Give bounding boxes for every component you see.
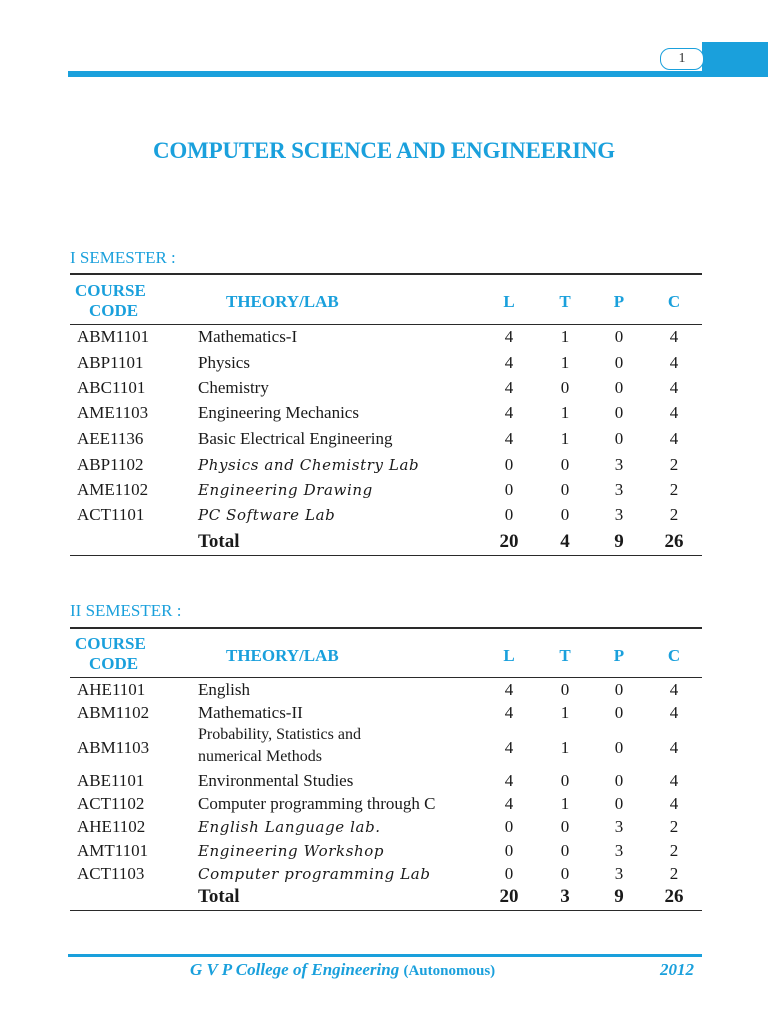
- course-l-value: 0: [504, 817, 514, 836]
- course-c-value: 2: [669, 480, 679, 499]
- course-name: Engineering Drawing: [198, 481, 373, 499]
- course-p-value: 3: [614, 480, 624, 499]
- course-code: AME1103: [77, 403, 149, 422]
- course-c-value: 2: [669, 817, 679, 836]
- course-t-value: 0: [560, 378, 570, 397]
- course-l-value: 4: [504, 680, 514, 699]
- semester-2-heading: II SEMESTER :: [70, 601, 182, 620]
- footer-year: 2012: [660, 960, 694, 979]
- course-p-value: 0: [614, 327, 624, 346]
- course-name: English: [198, 680, 250, 699]
- course-name: Engineering Mechanics: [198, 403, 359, 422]
- course-name: Basic Electrical Engineering: [198, 429, 393, 448]
- course-name: English Language lab.: [198, 818, 381, 836]
- course-name: Mathematics-II: [198, 703, 303, 722]
- total-c-value: 26: [664, 531, 684, 552]
- course-code: AMT1101: [77, 841, 149, 860]
- course-t-value: 1: [560, 429, 570, 448]
- course-p-value: 3: [614, 841, 624, 860]
- semester-2-header-rule: [70, 677, 702, 678]
- course-p-value: 0: [614, 738, 624, 757]
- course-c-value: 4: [669, 378, 679, 397]
- total-t-value: 4: [560, 531, 570, 552]
- col-c: C: [667, 292, 681, 311]
- course-c-value: 4: [669, 703, 679, 722]
- col-t: T: [559, 292, 571, 311]
- course-l-value: 4: [504, 327, 514, 346]
- course-c-value: 2: [669, 841, 679, 860]
- course-code: AME1102: [77, 480, 149, 499]
- course-code: AHE1102: [77, 817, 146, 836]
- course-c-value: 2: [669, 864, 679, 883]
- header-rule: [68, 71, 702, 77]
- course-p-value: 3: [614, 505, 624, 524]
- course-p-value: 3: [614, 864, 624, 883]
- footer-rule: [68, 954, 702, 957]
- course-c-value: 4: [669, 403, 679, 422]
- col-theory-lab: THEORY/LAB: [226, 292, 339, 311]
- course-l-value: 4: [504, 794, 514, 813]
- course-t-value: 1: [560, 353, 570, 372]
- course-p-value: 0: [614, 794, 624, 813]
- course-l-value: 0: [504, 505, 514, 524]
- footer-college: [190, 960, 495, 980]
- course-p-value: 0: [614, 680, 624, 699]
- course-t-value: 1: [560, 703, 570, 722]
- col-course-code-line2: CODE: [89, 654, 139, 673]
- total-l-value: 20: [499, 531, 519, 552]
- course-code: ABE1101: [77, 771, 145, 790]
- course-p-value: 0: [614, 429, 624, 448]
- col-course-code-line1: COURSE: [75, 281, 146, 300]
- course-name: Environmental Studies: [198, 771, 354, 790]
- course-t-value: 0: [560, 841, 570, 860]
- course-c-value: 2: [669, 505, 679, 524]
- course-code: ACT1103: [77, 864, 145, 883]
- course-t-value: 0: [560, 505, 570, 524]
- course-l-value: 4: [504, 429, 514, 448]
- course-t-value: 0: [560, 680, 570, 699]
- course-p-value: 3: [614, 455, 624, 474]
- course-t-value: 0: [560, 864, 570, 883]
- course-t-value: 0: [560, 771, 570, 790]
- semester-1-heading: I SEMESTER :: [70, 248, 176, 267]
- course-l-value: 0: [504, 480, 514, 499]
- course-p-value: 0: [614, 353, 624, 372]
- course-name: Chemistry: [198, 378, 269, 397]
- course-code: ABM1102: [77, 703, 150, 722]
- course-code: ACT1102: [77, 794, 145, 813]
- semester-1-top-rule: [70, 273, 702, 275]
- semester-2-bottom-rule: [70, 910, 702, 911]
- col-c: C: [667, 646, 681, 665]
- course-l-value: 4: [504, 353, 514, 372]
- course-c-value: 4: [669, 794, 679, 813]
- footer-autonomous: (Autonomous): [403, 963, 496, 979]
- course-t-value: 1: [560, 403, 570, 422]
- course-l-value: 4: [504, 703, 514, 722]
- col-course-code-line2: CODE: [89, 301, 139, 320]
- course-t-value: 1: [560, 327, 570, 346]
- course-l-value: 4: [504, 378, 514, 397]
- course-c-value: 2: [669, 455, 679, 474]
- course-p-value: 0: [614, 771, 624, 790]
- semester-2-top-rule: [70, 627, 702, 629]
- page-title: COMPUTER SCIENCE AND ENGINEERING: [153, 138, 615, 163]
- page-number-tab: [702, 42, 768, 77]
- course-code: ABM1103: [77, 738, 150, 757]
- course-l-value: 4: [504, 771, 514, 790]
- col-l: L: [503, 292, 515, 311]
- course-code: ABM1101: [77, 327, 150, 346]
- course-name-line2: numerical Methods: [198, 748, 322, 765]
- course-l-value: 4: [504, 403, 514, 422]
- course-t-value: 0: [560, 817, 570, 836]
- course-c-value: 4: [669, 429, 679, 448]
- course-c-value: 4: [669, 327, 679, 346]
- course-l-value: 0: [504, 841, 514, 860]
- course-name: Mathematics-I: [198, 327, 298, 346]
- course-p-value: 0: [614, 403, 624, 422]
- col-p: P: [613, 646, 625, 665]
- course-name: Probability, Statistics and: [198, 726, 361, 743]
- semester-1-bottom-rule: [70, 555, 702, 556]
- footer-college-name: G V P College of Engineering: [190, 960, 400, 979]
- total-l-value: 20: [499, 886, 519, 907]
- total-p-value: 9: [614, 886, 624, 907]
- course-name: Physics: [198, 353, 250, 372]
- course-l-value: 0: [504, 864, 514, 883]
- col-course-code-line1: COURSE: [75, 634, 146, 653]
- semester-1-header-rule: [70, 324, 702, 325]
- course-p-value: 0: [614, 703, 624, 722]
- col-p: P: [613, 292, 625, 311]
- course-code: ABP1101: [77, 353, 144, 372]
- total-label: Total: [198, 886, 240, 907]
- course-code: AEE1136: [77, 429, 144, 448]
- course-name: PC Software Lab: [198, 506, 336, 524]
- col-t: T: [559, 646, 571, 665]
- course-name: Computer programming through C: [198, 794, 436, 813]
- col-theory-lab: THEORY/LAB: [226, 646, 339, 665]
- col-l: L: [503, 646, 515, 665]
- course-code: ABP1102: [77, 455, 144, 474]
- course-l-value: 0: [504, 455, 514, 474]
- course-c-value: 4: [669, 680, 679, 699]
- total-c-value: 26: [664, 886, 684, 907]
- course-name: Physics and Chemistry Lab: [198, 456, 420, 474]
- course-t-value: 0: [560, 480, 570, 499]
- course-code: ABC1101: [77, 378, 146, 397]
- course-t-value: 1: [560, 738, 570, 757]
- course-l-value: 4: [504, 738, 514, 757]
- course-t-value: 1: [560, 794, 570, 813]
- total-label: Total: [198, 531, 240, 552]
- course-p-value: 3: [614, 817, 624, 836]
- course-t-value: 0: [560, 455, 570, 474]
- page-number: 1: [660, 48, 704, 70]
- course-c-value: 4: [669, 771, 679, 790]
- course-c-value: 4: [669, 738, 679, 757]
- total-t-value: 3: [560, 886, 570, 907]
- course-c-value: 4: [669, 353, 679, 372]
- course-p-value: 0: [614, 378, 624, 397]
- total-p-value: 9: [614, 531, 624, 552]
- course-code: AHE1101: [77, 680, 146, 699]
- course-name: Computer programming Lab: [198, 865, 431, 883]
- course-code: ACT1101: [77, 505, 145, 524]
- course-name: Engineering Workshop: [198, 842, 385, 860]
